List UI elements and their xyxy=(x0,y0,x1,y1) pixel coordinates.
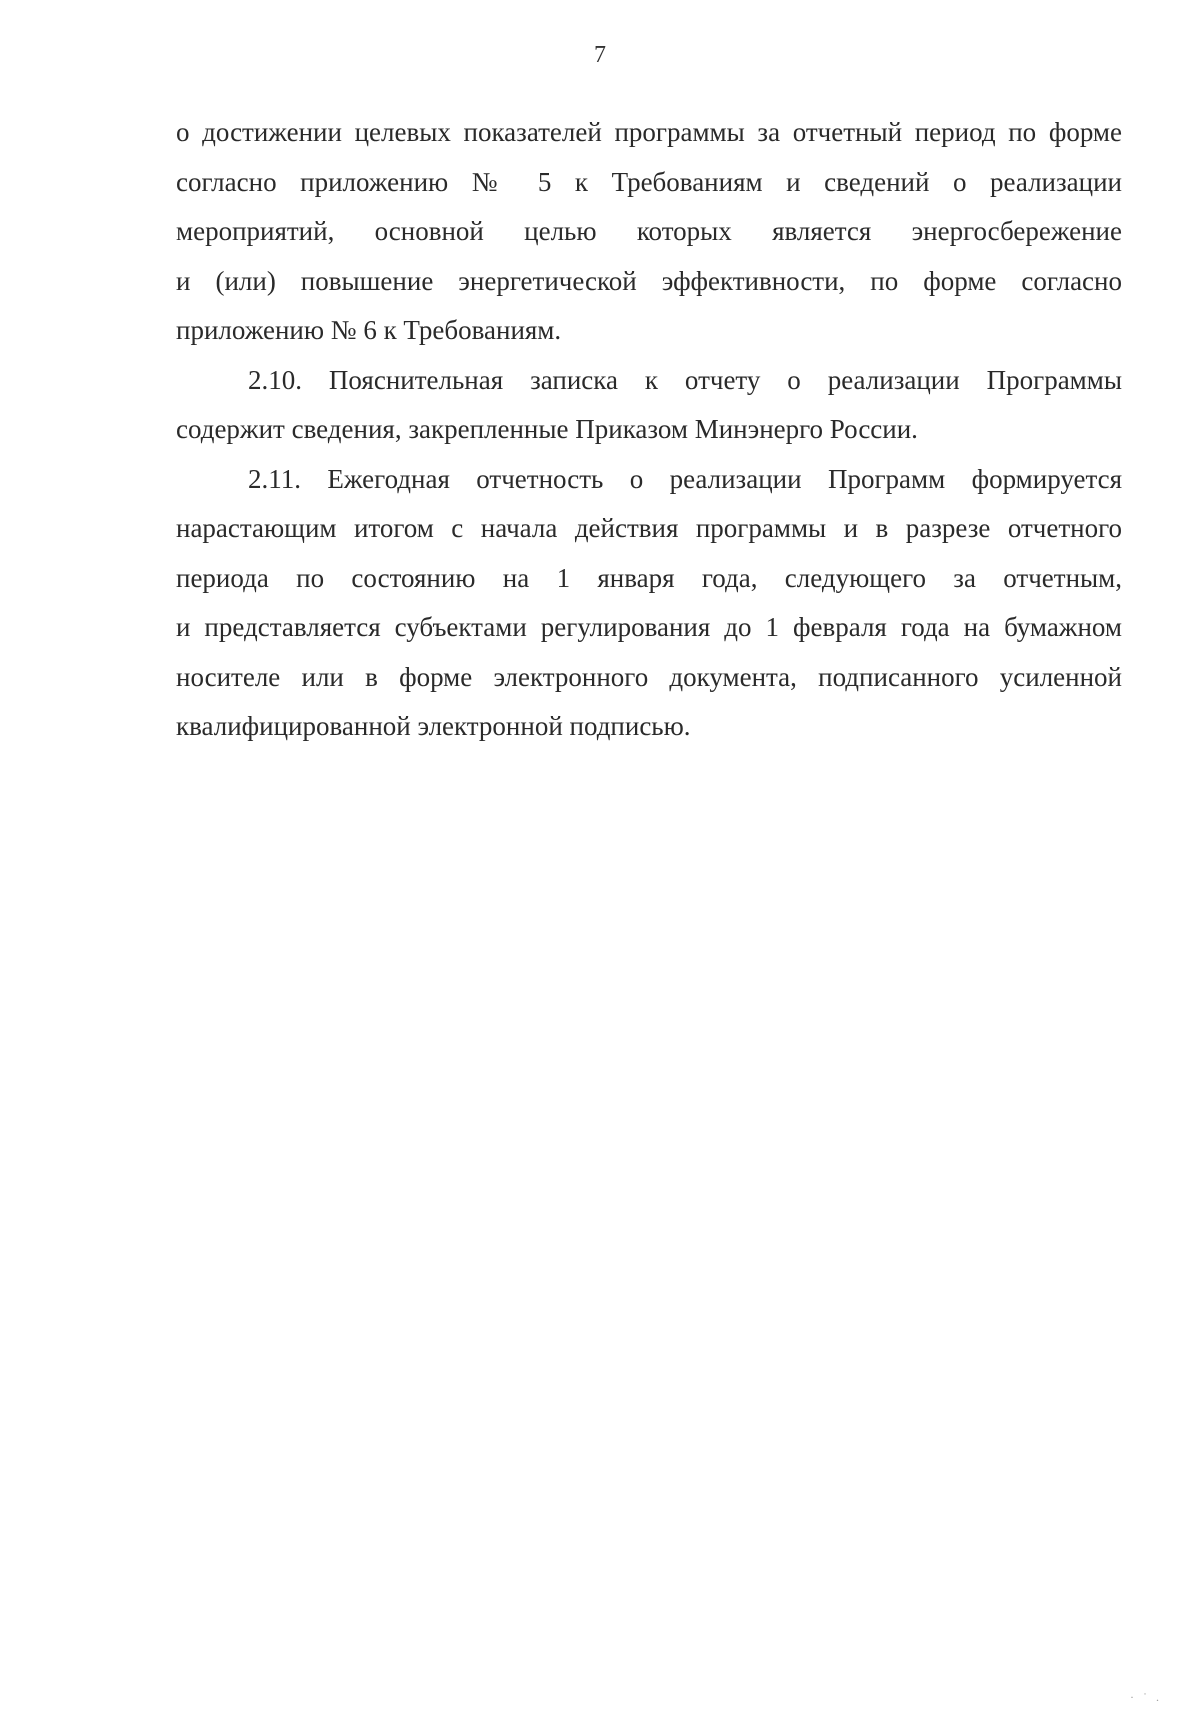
text-line: нарастающим итогом с начала действия программы и в разрезе отчетного xyxy=(176,513,1122,543)
text-line: периода по состоянию на 1 января года, следующего за отчетным, xyxy=(176,562,1122,593)
text-line: о достижении целевых показателей программы за отчетный период по форме xyxy=(176,117,1122,147)
page-number: 7 xyxy=(594,42,606,68)
text-line: содержит сведения, закрепленные Приказом Минэнерго России. xyxy=(176,414,918,444)
document-body xyxy=(176,108,1122,752)
text-line: и представляется субъектами регулирования до 1 февраля года на бумажном xyxy=(176,612,1122,642)
text-line: носителе или в форме электронного документа, подписанного усиленной xyxy=(176,661,1122,692)
scan-speck: · ˙ . xyxy=(1130,1690,1162,1704)
text-line: 2.10. Пояснительная записка к отчету о реализации Программы xyxy=(248,364,1122,395)
text-line: и (или) повышение энергетической эффективности, по форме согласно xyxy=(176,265,1122,296)
paragraph-2-10 xyxy=(176,356,1122,455)
text-line: 2.11. Ежегодная отчетность о реализации Программ формируется xyxy=(248,463,1122,494)
text-line: квалифицированной электронной подписью. xyxy=(176,711,691,741)
paragraph-2-11 xyxy=(176,455,1122,752)
text-line: согласно приложению № 5 к Требованиям и сведений о реализации xyxy=(176,166,1122,197)
text-line: мероприятий, основной целью которых является энергосбережение xyxy=(176,216,1122,246)
paragraph-continuation xyxy=(176,108,1122,356)
text-line: приложению № 6 к Требованиям. xyxy=(176,315,562,345)
